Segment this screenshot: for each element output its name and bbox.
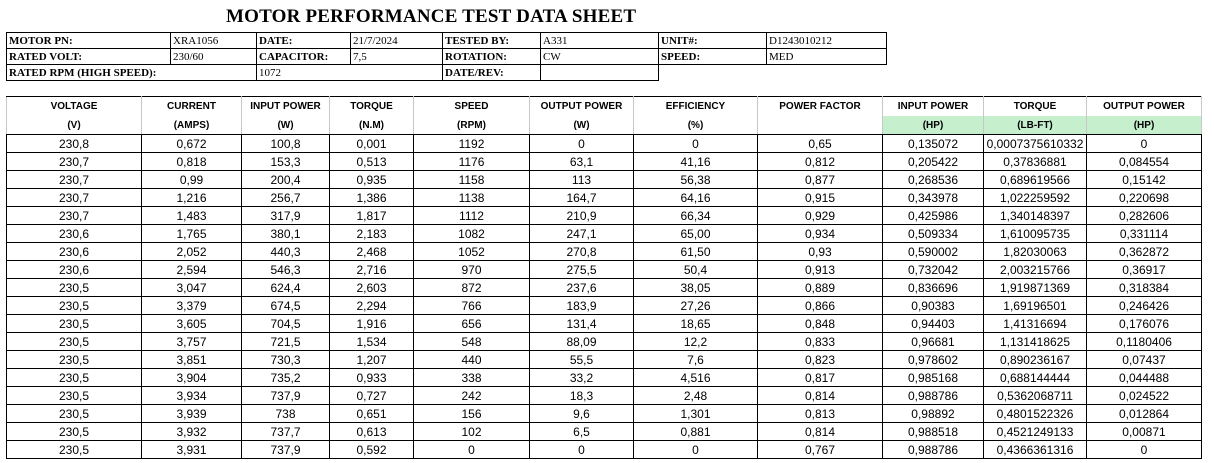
table-cell: 0,688144444 <box>984 369 1087 387</box>
capacitor-value: 7,5 <box>351 49 443 65</box>
table-cell: 0,848 <box>758 315 883 333</box>
table-cell: 183,9 <box>530 297 634 315</box>
table-cell: 3,939 <box>142 405 242 423</box>
table-cell: 872 <box>414 279 530 297</box>
table-cell: 0,220698 <box>1087 189 1202 207</box>
table-cell: 1112 <box>414 207 530 225</box>
table-cell: 230,5 <box>7 333 142 351</box>
table-cell: 6,5 <box>530 423 634 441</box>
table-cell: 737,9 <box>242 441 330 459</box>
table-cell: 674,5 <box>242 297 330 315</box>
table-cell: 624,4 <box>242 279 330 297</box>
table-row <box>7 189 1202 207</box>
table-row <box>7 153 1202 171</box>
table-cell: 380,1 <box>242 225 330 243</box>
table-cell: 63,1 <box>530 153 634 171</box>
table-cell: 88,09 <box>530 333 634 351</box>
rated-volt-label: RATED VOLT: <box>7 49 171 65</box>
table-cell: 0,727 <box>330 387 414 405</box>
table-cell: 0,913 <box>758 261 883 279</box>
table-cell: 1,765 <box>142 225 242 243</box>
table-cell: 0,978602 <box>883 351 984 369</box>
table-cell: 1082 <box>414 225 530 243</box>
column-unit: (W) <box>530 116 634 135</box>
table-cell: 2,603 <box>330 279 414 297</box>
table-row <box>7 297 1202 315</box>
table-cell: 200,4 <box>242 171 330 189</box>
table-cell: 2,183 <box>330 225 414 243</box>
table-cell: 0,833 <box>758 333 883 351</box>
table-row <box>7 423 1202 441</box>
table-cell: 0,94403 <box>883 315 984 333</box>
table-cell: 1,534 <box>330 333 414 351</box>
column-header: INPUT POWER <box>242 97 330 117</box>
table-cell: 738 <box>242 405 330 423</box>
table-cell: 153,3 <box>242 153 330 171</box>
table-cell: 0,877 <box>758 171 883 189</box>
table-cell: 61,50 <box>634 243 758 261</box>
table-cell: 3,934 <box>142 387 242 405</box>
table-row <box>7 369 1202 387</box>
table-cell: 0,889 <box>758 279 883 297</box>
table-cell: 0,044488 <box>1087 369 1202 387</box>
table-cell: 0,985168 <box>883 369 984 387</box>
column-unit: (%) <box>634 116 758 135</box>
table-cell: 230,5 <box>7 423 142 441</box>
table-cell: 704,5 <box>242 315 330 333</box>
column-header: INPUT POWER <box>883 97 984 117</box>
table-cell: 0 <box>530 135 634 153</box>
table-cell: 230,5 <box>7 279 142 297</box>
table-cell: 50,4 <box>634 261 758 279</box>
table-cell: 0,4801522326 <box>984 405 1087 423</box>
table-cell: 18,3 <box>530 387 634 405</box>
unit-label: UNIT#: <box>659 33 767 49</box>
table-cell: 0,672 <box>142 135 242 153</box>
table-cell: 0,929 <box>758 207 883 225</box>
table-cell: 0 <box>530 441 634 459</box>
table-cell: 230,5 <box>7 351 142 369</box>
rated-rpm-value: 1072 <box>257 65 443 81</box>
table-cell: 970 <box>414 261 530 279</box>
column-unit: (AMPS) <box>142 116 242 135</box>
table-cell: 0,331114 <box>1087 225 1202 243</box>
table-cell: 0,814 <box>758 423 883 441</box>
table-cell: 338 <box>414 369 530 387</box>
table-cell: 237,6 <box>530 279 634 297</box>
column-unit: (V) <box>7 116 142 135</box>
info-row <box>7 33 887 49</box>
table-cell: 730,3 <box>242 351 330 369</box>
speed-value: MED <box>767 49 887 65</box>
table-cell: 1,817 <box>330 207 414 225</box>
rated-rpm-label: RATED RPM (HIGH SPEED): <box>7 65 257 81</box>
table-cell: 721,5 <box>242 333 330 351</box>
table-cell: 0,93 <box>758 243 883 261</box>
table-cell: 0,509334 <box>883 225 984 243</box>
table-cell: 0,881 <box>634 423 758 441</box>
table-cell: 1,216 <box>142 189 242 207</box>
column-header: TORQUE <box>330 97 414 117</box>
column-header: VOLTAGE <box>7 97 142 117</box>
column-unit: (HP) <box>883 116 984 135</box>
table-cell: 0 <box>634 135 758 153</box>
table-cell: 0,90383 <box>883 297 984 315</box>
table-cell: 0,988786 <box>883 387 984 405</box>
table-cell: 1,386 <box>330 189 414 207</box>
table-cell: 656 <box>414 315 530 333</box>
table-cell: 440 <box>414 351 530 369</box>
table-cell: 0 <box>1087 441 1202 459</box>
table-cell: 440,3 <box>242 243 330 261</box>
table-cell: 1,483 <box>142 207 242 225</box>
table-cell: 0,935 <box>330 171 414 189</box>
table-cell: 2,294 <box>330 297 414 315</box>
table-cell: 0,65 <box>758 135 883 153</box>
table-cell: 4,516 <box>634 369 758 387</box>
date-rev-value <box>541 65 659 81</box>
table-cell: 1,41316694 <box>984 315 1087 333</box>
table-cell: 0,343978 <box>883 189 984 207</box>
table-row <box>7 207 1202 225</box>
table-cell: 3,931 <box>142 441 242 459</box>
table-cell: 0,732042 <box>883 261 984 279</box>
table-cell: 256,7 <box>242 189 330 207</box>
table-cell: 3,047 <box>142 279 242 297</box>
info-row <box>7 49 887 65</box>
table-cell: 0,4521249133 <box>984 423 1087 441</box>
table-cell: 0,613 <box>330 423 414 441</box>
table-cell: 1138 <box>414 189 530 207</box>
unit-value: D1243010212 <box>767 33 887 49</box>
table-cell: 317,9 <box>242 207 330 225</box>
table-cell: 0,96681 <box>883 333 984 351</box>
table-cell: 0,5362068711 <box>984 387 1087 405</box>
table-cell: 766 <box>414 297 530 315</box>
table-cell: 3,379 <box>142 297 242 315</box>
table-cell: 0,282606 <box>1087 207 1202 225</box>
table-cell: 230,5 <box>7 405 142 423</box>
table-cell: 0,00871 <box>1087 423 1202 441</box>
table-cell: 7,6 <box>634 351 758 369</box>
table-cell: 65,00 <box>634 225 758 243</box>
table-cell: 64,16 <box>634 189 758 207</box>
table-cell: 0,001 <box>330 135 414 153</box>
table-cell: 2,594 <box>142 261 242 279</box>
table-cell: 12,2 <box>634 333 758 351</box>
table-cell: 0,012864 <box>1087 405 1202 423</box>
table-cell: 0,318384 <box>1087 279 1202 297</box>
table-cell: 1,207 <box>330 351 414 369</box>
motor-pn-label: MOTOR PN: <box>7 33 171 49</box>
table-cell: 0,818 <box>142 153 242 171</box>
column-header: SPEED <box>414 97 530 117</box>
table-cell: 3,757 <box>142 333 242 351</box>
table-cell: 66,34 <box>634 207 758 225</box>
table-cell: 737,9 <box>242 387 330 405</box>
table-cell: 131,4 <box>530 315 634 333</box>
column-unit <box>758 116 883 135</box>
table-cell: 1,919871369 <box>984 279 1087 297</box>
table-cell: 33,2 <box>530 369 634 387</box>
table-cell: 230,7 <box>7 207 142 225</box>
page-title: MOTOR PERFORMANCE TEST DATA SHEET <box>226 6 637 27</box>
table-row <box>7 171 1202 189</box>
table-cell: 230,5 <box>7 297 142 315</box>
table-cell: 0,767 <box>758 441 883 459</box>
table-cell: 2,468 <box>330 243 414 261</box>
table-body <box>7 135 1202 459</box>
table-cell: 230,5 <box>7 315 142 333</box>
table-cell: 1,131418625 <box>984 333 1087 351</box>
table-cell: 210,9 <box>530 207 634 225</box>
column-unit: (HP) <box>1087 116 1202 135</box>
unit-header-row <box>7 116 1202 135</box>
rotation-label: ROTATION: <box>443 49 541 65</box>
table-cell: 0,915 <box>758 189 883 207</box>
table-cell: 0,362872 <box>1087 243 1202 261</box>
table-cell: 0,135072 <box>883 135 984 153</box>
table-cell: 0,1180406 <box>1087 333 1202 351</box>
table-cell: 1,610095735 <box>984 225 1087 243</box>
table-row <box>7 261 1202 279</box>
table-cell: 230,5 <box>7 441 142 459</box>
table-cell: 0,084554 <box>1087 153 1202 171</box>
table-cell: 0,268536 <box>883 171 984 189</box>
table-cell: 102 <box>414 423 530 441</box>
table-cell: 0,812 <box>758 153 883 171</box>
table-row <box>7 279 1202 297</box>
table-row <box>7 135 1202 153</box>
table-cell: 1176 <box>414 153 530 171</box>
column-unit: (RPM) <box>414 116 530 135</box>
table-row <box>7 243 1202 261</box>
table-cell: 0,425986 <box>883 207 984 225</box>
table-cell: 230,6 <box>7 225 142 243</box>
table-cell: 0,651 <box>330 405 414 423</box>
tested-by-value: A331 <box>541 33 659 49</box>
table-cell: 247,1 <box>530 225 634 243</box>
info-block <box>6 32 887 81</box>
table-cell: 1,022259592 <box>984 189 1087 207</box>
table-cell: 55,5 <box>530 351 634 369</box>
column-header: POWER FACTOR <box>758 97 883 117</box>
table-row <box>7 225 1202 243</box>
table-cell: 230,7 <box>7 189 142 207</box>
table-cell: 164,7 <box>530 189 634 207</box>
table-cell: 0,817 <box>758 369 883 387</box>
table-cell: 1052 <box>414 243 530 261</box>
tested-by-label: TESTED BY: <box>443 33 541 49</box>
table-cell: 100,8 <box>242 135 330 153</box>
column-header: TORQUE <box>984 97 1087 117</box>
capacitor-label: CAPACITOR: <box>257 49 351 65</box>
table-cell: 0,590002 <box>883 243 984 261</box>
table-cell: 737,7 <box>242 423 330 441</box>
table-cell: 0,836696 <box>883 279 984 297</box>
table-cell: 0,024522 <box>1087 387 1202 405</box>
table-cell: 3,605 <box>142 315 242 333</box>
table-cell: 2,003215766 <box>984 261 1087 279</box>
date-label: DATE: <box>257 33 351 49</box>
table-cell: 0,866 <box>758 297 883 315</box>
table-cell: 1,340148397 <box>984 207 1087 225</box>
date-value: 21/7/2024 <box>351 33 443 49</box>
table-cell: 546,3 <box>242 261 330 279</box>
table-row <box>7 441 1202 459</box>
table-cell: 0,814 <box>758 387 883 405</box>
table-cell: 0,07437 <box>1087 351 1202 369</box>
table-row <box>7 405 1202 423</box>
motor-pn-value: XRA1056 <box>171 33 257 49</box>
table-cell: 0,15142 <box>1087 171 1202 189</box>
table-cell: 9,6 <box>530 405 634 423</box>
column-unit: (N.M) <box>330 116 414 135</box>
table-cell: 18,65 <box>634 315 758 333</box>
table-cell: 230,7 <box>7 153 142 171</box>
table-cell: 0,823 <box>758 351 883 369</box>
column-header: CURRENT <box>142 97 242 117</box>
column-unit: (W) <box>242 116 330 135</box>
table-cell: 548 <box>414 333 530 351</box>
table-cell: 0,689619566 <box>984 171 1087 189</box>
table-cell: 275,5 <box>530 261 634 279</box>
rated-volt-value: 230/60 <box>171 49 257 65</box>
table-cell: 1,69196501 <box>984 297 1087 315</box>
table-cell: 41,16 <box>634 153 758 171</box>
table-row <box>7 333 1202 351</box>
table-cell: 0,592 <box>330 441 414 459</box>
column-unit: (LB-FT) <box>984 116 1087 135</box>
table-cell: 270,8 <box>530 243 634 261</box>
info-row <box>7 65 887 81</box>
table-cell: 230,5 <box>7 369 142 387</box>
table-cell: 156 <box>414 405 530 423</box>
table-cell: 0,934 <box>758 225 883 243</box>
table-cell: 2,48 <box>634 387 758 405</box>
table-cell: 2,052 <box>142 243 242 261</box>
column-header: EFFICIENCY <box>634 97 758 117</box>
table-row <box>7 387 1202 405</box>
column-header-row <box>7 97 1202 117</box>
table-cell: 230,5 <box>7 387 142 405</box>
table-cell: 0,890236167 <box>984 351 1087 369</box>
date-rev-label: DATE/REV: <box>443 65 541 81</box>
table-cell: 0 <box>634 441 758 459</box>
table-cell: 0,988786 <box>883 441 984 459</box>
table-cell: 0,98892 <box>883 405 984 423</box>
table-cell: 3,851 <box>142 351 242 369</box>
table-cell: 3,904 <box>142 369 242 387</box>
table-cell: 56,38 <box>634 171 758 189</box>
table-cell: 0,988518 <box>883 423 984 441</box>
performance-table <box>6 96 1202 459</box>
table-cell: 1,82030063 <box>984 243 1087 261</box>
table-cell: 1,916 <box>330 315 414 333</box>
table-cell: 2,716 <box>330 261 414 279</box>
table-cell: 1,301 <box>634 405 758 423</box>
table-cell: 735,2 <box>242 369 330 387</box>
table-cell: 230,7 <box>7 171 142 189</box>
table-cell: 113 <box>530 171 634 189</box>
speed-label: SPEED: <box>659 49 767 65</box>
table-cell: 1158 <box>414 171 530 189</box>
table-cell: 0,4366361316 <box>984 441 1087 459</box>
table-cell: 230,8 <box>7 135 142 153</box>
table-cell: 0,205422 <box>883 153 984 171</box>
table-cell: 0,0007375610332 <box>984 135 1087 153</box>
table-row <box>7 315 1202 333</box>
table-cell: 230,6 <box>7 261 142 279</box>
table-cell: 230,6 <box>7 243 142 261</box>
table-cell: 0 <box>414 441 530 459</box>
table-cell: 0,36917 <box>1087 261 1202 279</box>
table-cell: 0,176076 <box>1087 315 1202 333</box>
table-row <box>7 351 1202 369</box>
table-cell: 27,26 <box>634 297 758 315</box>
table-cell: 1192 <box>414 135 530 153</box>
rotation-value: CW <box>541 49 659 65</box>
table-cell: 0,99 <box>142 171 242 189</box>
column-header: OUTPUT POWER <box>1087 97 1202 117</box>
table-cell: 0,933 <box>330 369 414 387</box>
table-cell: 3,932 <box>142 423 242 441</box>
column-header: OUTPUT POWER <box>530 97 634 117</box>
table-cell: 0,37836881 <box>984 153 1087 171</box>
table-cell: 0,246426 <box>1087 297 1202 315</box>
table-cell: 242 <box>414 387 530 405</box>
table-cell: 0 <box>1087 135 1202 153</box>
table-cell: 38,05 <box>634 279 758 297</box>
table-cell: 0,513 <box>330 153 414 171</box>
table-cell: 0,813 <box>758 405 883 423</box>
